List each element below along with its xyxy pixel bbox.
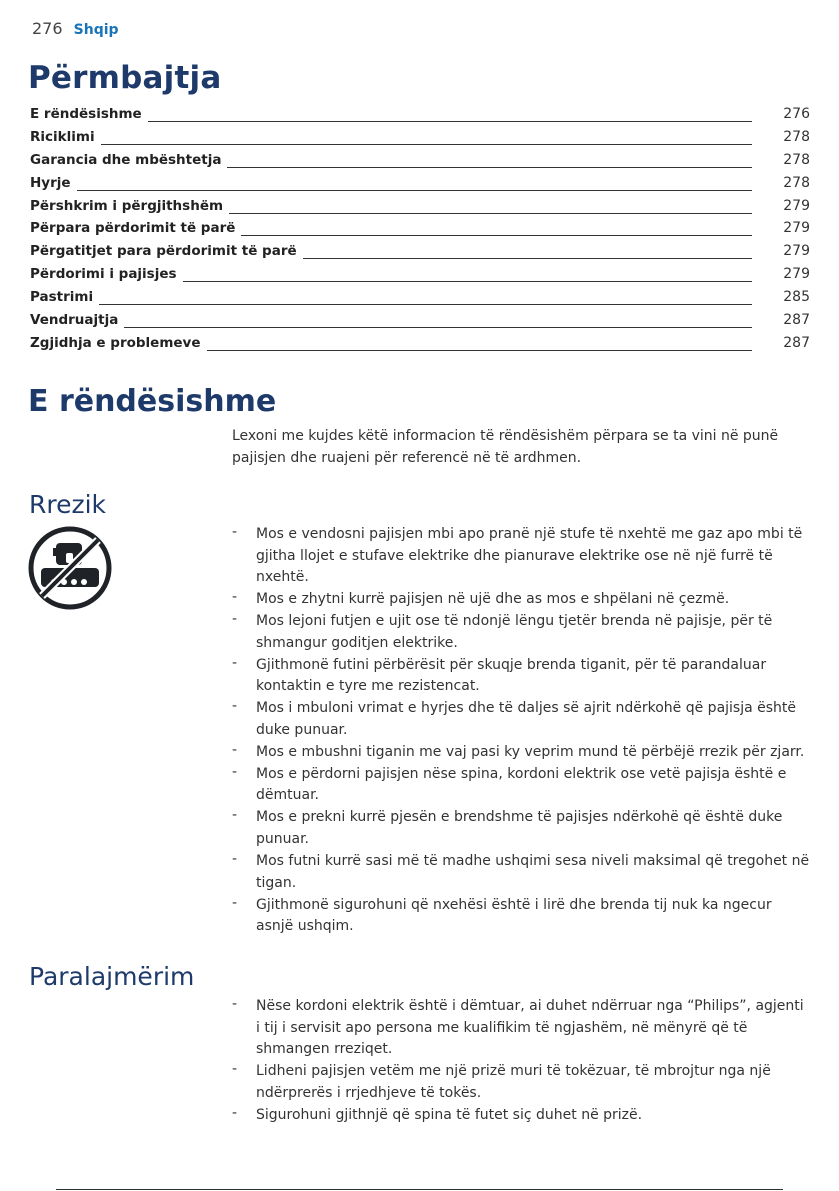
- important-heading: E rëndësishme: [28, 384, 277, 419]
- toc-entry[interactable]: [30, 218, 810, 241]
- toc-entry-page: 287: [783, 312, 810, 329]
- toc-entry-label: Përpara përdorimit të parë: [30, 220, 241, 236]
- footer-rule: [56, 1189, 783, 1190]
- toc-leader-line: [30, 304, 752, 305]
- toc-entry[interactable]: [30, 310, 810, 333]
- bullet-dash: -: [232, 1061, 238, 1078]
- danger-item: [232, 742, 810, 764]
- toc-entry-page: 279: [783, 220, 810, 237]
- danger-list: [232, 524, 810, 938]
- bullet-dash: -: [232, 524, 238, 540]
- danger-item: [232, 764, 810, 807]
- toc-entry-page: 279: [783, 197, 810, 214]
- bullet-dash: -: [232, 589, 238, 606]
- toc-entry-label: Përdorimi i pajisjes: [30, 266, 183, 282]
- toc-entry-page: 278: [783, 174, 810, 191]
- danger-item-text: Mos e prekni kurrë pjesën e brendshme të pajisjes ndërkohë që është duke punuar.: [256, 809, 783, 848]
- danger-item: [232, 807, 810, 850]
- warning-heading: Paralajmërim: [29, 962, 195, 991]
- toc-entry[interactable]: [30, 173, 810, 196]
- toc-entry-label: Zgjidhja e problemeve: [30, 335, 207, 351]
- danger-item-text: Gjithmonë futini përbërësit për skuqje brenda tiganit, për të parandaluar kontaktin e tyre me rezistencat.: [256, 656, 767, 695]
- danger-item-text: Mos e vendosni pajisjen mbi apo pranë një stufe të nxehtë me gaz apo mbi të gjitha llojet e stufave elektrike dhe pianurave elektrike ose në një furrë të nxehtë.: [256, 526, 803, 586]
- toc-entry-label: Përgatitjet para përdorimit të parë: [30, 243, 303, 259]
- warning-item: [232, 1061, 810, 1104]
- danger-item-text: Mos i mbuloni vrimat e hyrjes dhe të daljes së ajrit ndërkohë që pajisja është duke punuar.: [256, 700, 797, 738]
- bullet-dash: -: [232, 894, 238, 911]
- danger-item-text: Mos e zhytni kurrë pajisjen në ujë dhe as mos e shpëlani në çezmë.: [256, 591, 730, 608]
- danger-item: [232, 589, 810, 611]
- danger-item: [232, 655, 810, 698]
- bullet-dash: -: [232, 807, 238, 824]
- toc-entry[interactable]: [30, 196, 810, 219]
- toc-leader-line: [30, 190, 752, 191]
- toc-entry-label: Riciklimi: [30, 129, 101, 145]
- toc-entry-page: 285: [783, 289, 810, 306]
- danger-item: [232, 611, 810, 654]
- toc-entry[interactable]: [30, 104, 810, 127]
- danger-item: [232, 851, 810, 894]
- toc-entry[interactable]: [30, 241, 810, 264]
- toc-entry-page: 276: [783, 106, 810, 122]
- danger-heading: Rrezik: [29, 490, 107, 519]
- bullet-dash: -: [232, 654, 238, 671]
- bullet-dash: -: [232, 1104, 238, 1121]
- warning-item-text: Lidheni pajisjen vetëm me një prizë muri të tokëzuar, të mbrojtur nga një ndërprerës i rrjedhjeve të tokës.: [256, 1063, 771, 1101]
- toc-entry[interactable]: [30, 150, 810, 173]
- warning-item-text: Sigurohuni gjithnjë që spina të futet siç duhet në prizë.: [256, 1106, 643, 1123]
- toc-leader-line: [30, 144, 752, 145]
- page-header: [32, 19, 119, 45]
- danger-item: [232, 895, 810, 938]
- warning-list: [232, 996, 810, 1127]
- danger-item-text: Mos e mbushni tiganin me vaj pasi ky veprim mund të përbëjë rrezik për zjarr.: [256, 743, 805, 760]
- page-number: 276: [32, 19, 63, 38]
- danger-item-text: Mos e përdorni pajisjen nëse spina, kordoni elektrik ose vetë pajisja është e dëmtuar.: [256, 765, 787, 804]
- bullet-dash: -: [232, 763, 238, 780]
- danger-item: [232, 524, 810, 589]
- table-of-contents: [30, 104, 810, 356]
- toc-entry[interactable]: [30, 287, 810, 310]
- toc-entry-label: Hyrje: [30, 175, 77, 191]
- toc-entry-label: Vendruajtja: [30, 312, 124, 328]
- toc-entry[interactable]: [30, 333, 810, 356]
- warning-item: [232, 996, 810, 1061]
- toc-entry[interactable]: [30, 264, 810, 287]
- language-label: Shqip: [73, 22, 119, 38]
- warning-item-text: Nëse kordoni elektrik është i dëmtuar, ai duhet ndërruar nga “Philips”, agjenti i tij i servisit apo persona me kualifikim të ngjashëm, në mënyrë që të shmangen rreziqet.: [256, 998, 804, 1058]
- bullet-dash: -: [232, 698, 238, 715]
- toc-entry-page: 278: [783, 128, 810, 145]
- bullet-dash: -: [232, 851, 238, 868]
- toc-leader-line: [30, 327, 752, 328]
- toc-entry-label: Pastrimi: [30, 289, 99, 305]
- danger-item-text: Mos futni kurrë sasi më të madhe ushqimi sesa niveli maksimal që tregohet në tigan.: [256, 853, 810, 891]
- toc-title: Përmbajtja: [28, 60, 222, 96]
- toc-entry-page: 279: [783, 243, 810, 260]
- danger-item: [232, 698, 810, 741]
- warning-item: [232, 1105, 810, 1127]
- toc-entry-label: Përshkrim i përgjithshëm: [30, 198, 229, 214]
- danger-item-text: Gjithmonë sigurohuni që nxehësi është i lirë dhe brenda tij nuk ka ngecur asnjë ushqim.: [256, 896, 772, 935]
- important-intro: Lexoni me kujdes këtë informacion të rëndësishëm përpara se ta vini në punë pajisjen dhe ruajeni për referencë në të ardhmen.: [232, 428, 779, 466]
- bullet-dash: -: [232, 741, 238, 758]
- bullet-dash: -: [232, 996, 238, 1012]
- toc-entry-label: Garancia dhe mbështetja: [30, 152, 227, 168]
- toc-entry-label: E rëndësishme: [30, 106, 148, 122]
- bullet-dash: -: [232, 611, 238, 628]
- danger-item-text: Mos lejoni futjen e ujit ose të ndonjë lëngu tjetër brenda në pajisje, për të shmangur goditjen elektrike.: [256, 613, 773, 651]
- toc-entry[interactable]: [30, 127, 810, 150]
- toc-entry-page: 279: [783, 266, 810, 283]
- toc-entry-page: 287: [783, 334, 810, 351]
- no-stove-warning-icon: [27, 525, 113, 611]
- toc-entry-page: 278: [783, 151, 810, 168]
